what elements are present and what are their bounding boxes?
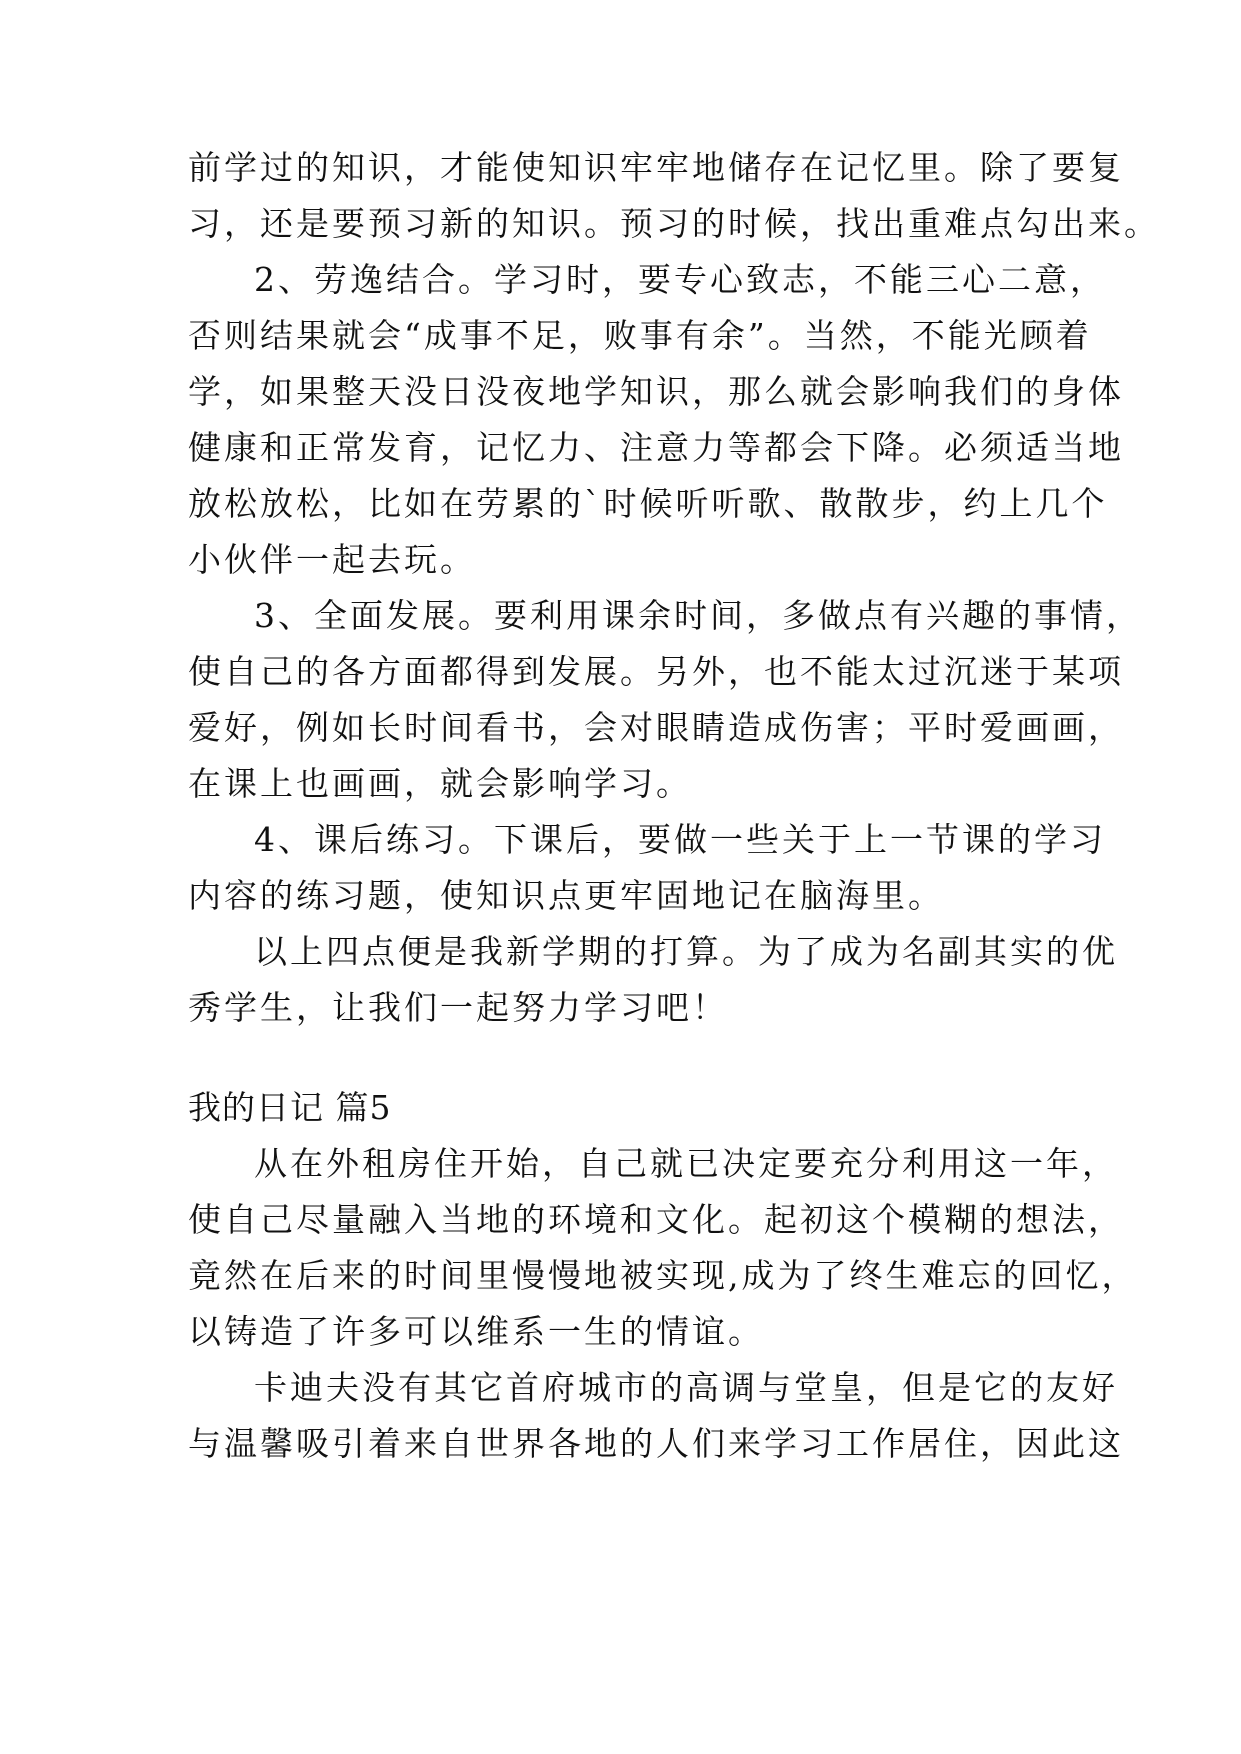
paragraph-first-line: 3、全面发展。要利用课余时间，多做点有兴趣的事情， — [254, 596, 1142, 635]
text-line: 使自己的各方面都得到发展。另外，也不能太过沉迷于某项 — [188, 652, 1124, 691]
text-line: 内容的练习题，使知识点更牢固地记在脑海里。 — [188, 876, 944, 915]
paragraph-first-line: 以上四点便是我新学期的打算。为了成为名副其实的优 — [254, 932, 1118, 971]
paragraph-first-line: 卡迪夫没有其它首府城市的高调与堂皇，但是它的友好 — [254, 1368, 1118, 1407]
text-line: 学，如果整天没日没夜地学知识，那么就会影响我们的身体 — [188, 372, 1124, 411]
paragraph-first-line: 2、劳逸结合。学习时，要专心致志，不能三心二意， — [254, 260, 1106, 299]
section-heading: 我的日记 篇5 — [188, 1088, 392, 1127]
text-line: 前学过的知识，才能使知识牢牢地储存在记忆里。除了要复 — [188, 148, 1124, 187]
text-line: 使自己尽量融入当地的环境和文化。起初这个模糊的想法， — [188, 1200, 1124, 1239]
text-line: 习，还是要预习新的知识。预习的时候，找出重难点勾出来。 — [188, 204, 1160, 243]
text-line: 否则结果就会“成事不足，败事有余”。当然，不能光顾着 — [188, 316, 1092, 355]
text-line: 在课上也画画，就会影响学习。 — [188, 764, 692, 803]
text-line: 放松放松，比如在劳累的`时候听听歌、散散步，约上几个 — [188, 484, 1108, 523]
text-line: 以铸造了许多可以维系一生的情谊。 — [188, 1312, 764, 1351]
text-line: 小伙伴一起去玩。 — [188, 540, 476, 579]
text-line: 竟然在后来的时间里慢慢地被实现,成为了终生难忘的回忆， — [188, 1256, 1138, 1295]
text-line: 爱好，例如长时间看书，会对眼睛造成伤害；平时爱画画， — [188, 708, 1124, 747]
text-line: 健康和正常发育，记忆力、注意力等都会下降。必须适当地 — [188, 428, 1124, 467]
paragraph-first-line: 4、课后练习。下课后，要做一些关于上一节课的学习 — [254, 820, 1106, 859]
text-line: 与温馨吸引着来自世界各地的人们来学习工作居住，因此这 — [188, 1424, 1124, 1463]
paragraph-first-line: 从在外租房住开始，自己就已决定要充分利用这一年， — [254, 1144, 1118, 1183]
text-line: 秀学生，让我们一起努力学习吧！ — [188, 988, 728, 1027]
